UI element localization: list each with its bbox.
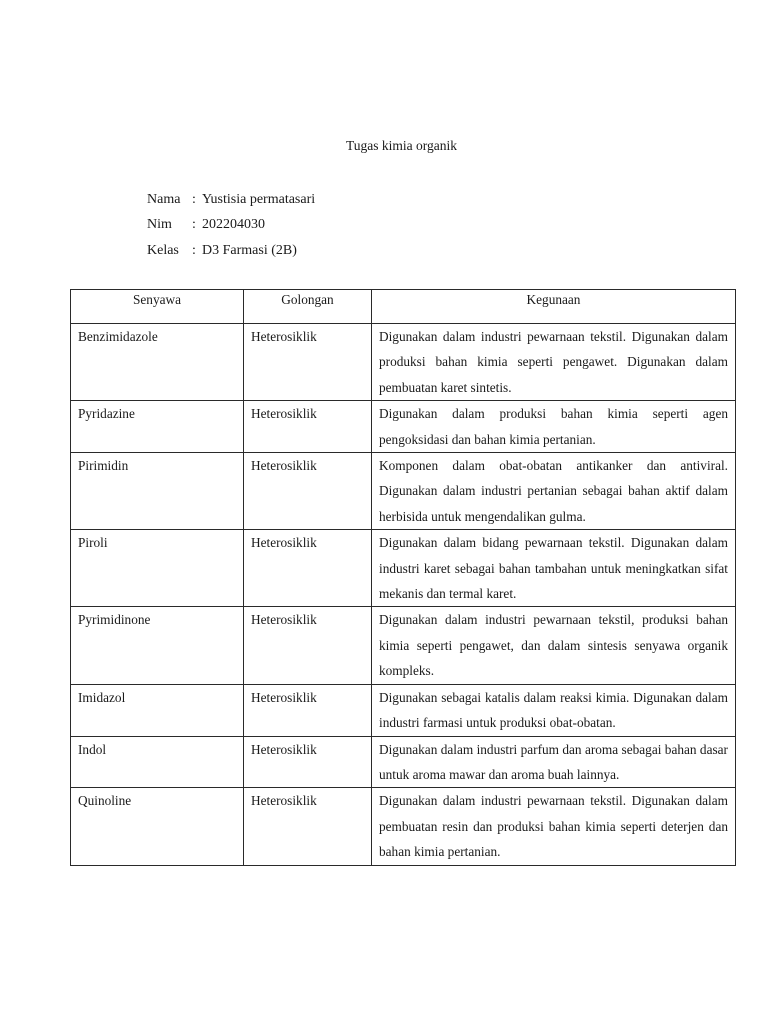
table-row	[71, 788, 736, 865]
cell-senyawa: Pirimidin	[71, 453, 244, 530]
cell-kegunaan: Digunakan dalam bidang pewarnaan tekstil. Digunakan dalam industri karet sebagai bahan tambahan untuk meningkatkan sifat mekanis dan termal karet.	[372, 530, 736, 607]
identity-separator: :	[192, 217, 196, 233]
cell-senyawa: Indol	[71, 736, 244, 788]
identity-separator: :	[192, 191, 196, 207]
cell-golongan: Heterosiklik	[244, 788, 372, 865]
identity-row-nama	[147, 187, 315, 213]
header-senyawa: Senyawa	[71, 290, 244, 324]
cell-kegunaan: Digunakan sebagai katalis dalam reaksi kimia. Digunakan dalam industri farmasi untuk produksi obat-obatan.	[372, 684, 736, 736]
table-row	[71, 736, 736, 788]
cell-senyawa: Benzimidazole	[71, 324, 244, 401]
identity-label: Kelas	[147, 242, 179, 258]
identity-value: Yustisia permatasari	[202, 191, 316, 207]
cell-kegunaan: Digunakan dalam produksi bahan kimia seperti agen pengoksidasi dan bahan kimia pertanian.	[372, 401, 736, 453]
table-row	[71, 607, 736, 684]
table-row	[71, 401, 736, 453]
identity-row-nim	[147, 213, 315, 239]
table-row	[71, 530, 736, 607]
table-row	[71, 324, 736, 401]
document-title: Tugas kimia organik	[345, 138, 457, 153]
header-kegunaan: Kegunaan	[372, 290, 736, 324]
identity-value: D3 Farmasi (2B)	[202, 242, 297, 258]
identity-value: 202204030	[202, 217, 265, 233]
student-identity	[147, 187, 315, 264]
compound-table	[70, 289, 736, 866]
cell-golongan: Heterosiklik	[244, 530, 372, 607]
table-row	[71, 684, 736, 736]
cell-golongan: Heterosiklik	[244, 607, 372, 684]
table-header-row	[71, 290, 736, 324]
cell-golongan: Heterosiklik	[244, 324, 372, 401]
identity-separator: :	[192, 242, 196, 258]
identity-row-kelas	[147, 238, 315, 264]
cell-golongan: Heterosiklik	[244, 401, 372, 453]
cell-kegunaan: Digunakan dalam industri pewarnaan tekstil. Digunakan dalam produksi bahan kimia seperti pengawet. Digunakan dalam pembuatan karet sintetis.	[372, 324, 736, 401]
cell-senyawa: Pyrimidinone	[71, 607, 244, 684]
cell-kegunaan: Komponen dalam obat-obatan antikanker dan antiviral. Digunakan dalam industri pertanian sebagai bahan aktif dalam herbisida untuk mengendalikan gulma.	[372, 453, 736, 530]
cell-golongan: Heterosiklik	[244, 684, 372, 736]
cell-golongan: Heterosiklik	[244, 453, 372, 530]
table-row	[71, 453, 736, 530]
cell-golongan: Heterosiklik	[244, 736, 372, 788]
cell-senyawa: Quinoline	[71, 788, 244, 865]
cell-kegunaan: Digunakan dalam industri pewarnaan tekstil, produksi bahan kimia seperti pengawet, dan dalam sintesis senyawa organik kompleks.	[372, 607, 736, 684]
identity-label: Nim	[147, 217, 172, 233]
cell-senyawa: Pyridazine	[71, 401, 244, 453]
cell-kegunaan: Digunakan dalam industri pewarnaan tekstil. Digunakan dalam pembuatan resin dan produksi bahan kimia seperti deterjen dan bahan kimia pertanian.	[372, 788, 736, 865]
cell-senyawa: Imidazol	[71, 684, 244, 736]
cell-kegunaan: Digunakan dalam industri parfum dan aroma sebagai bahan dasar untuk aroma mawar dan aroma buah lainnya.	[372, 736, 736, 788]
header-golongan: Golongan	[244, 290, 372, 324]
identity-label: Nama	[147, 191, 181, 207]
cell-senyawa: Piroli	[71, 530, 244, 607]
